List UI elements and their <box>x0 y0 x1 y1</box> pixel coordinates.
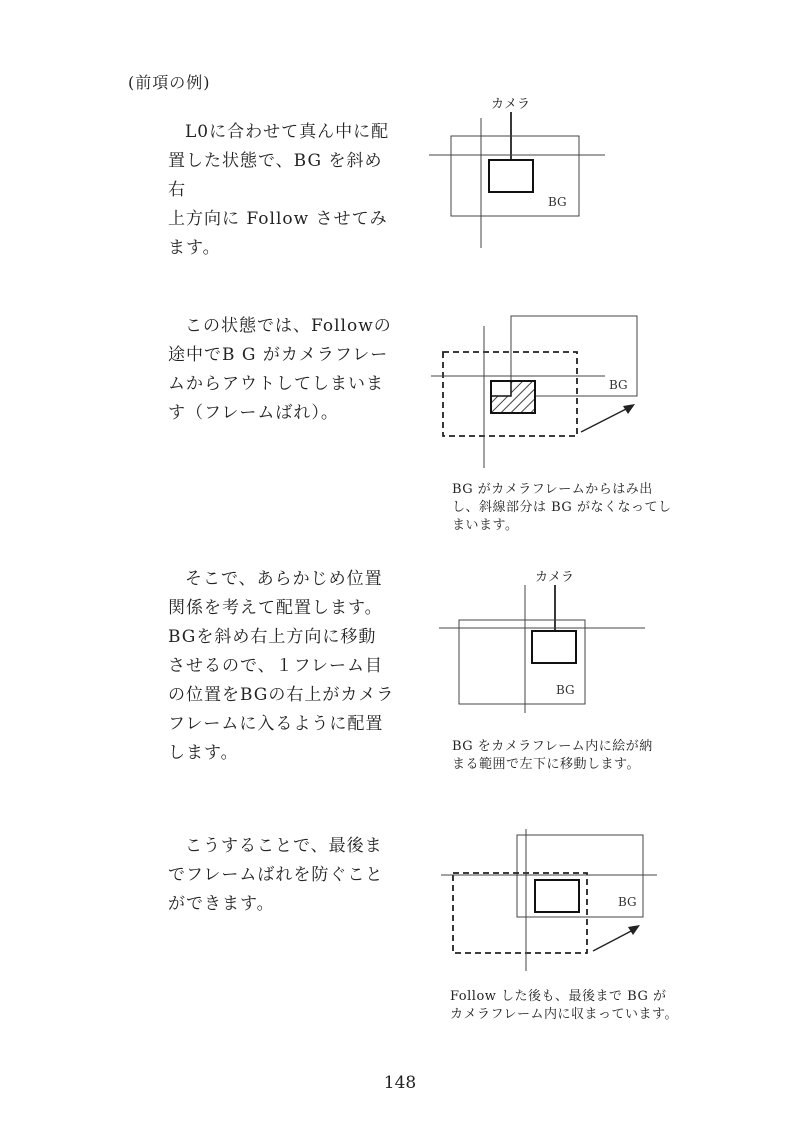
caption-2 <box>452 481 671 535</box>
bg-label: BG <box>609 378 628 392</box>
text-line: この状態では、Followの <box>185 316 392 336</box>
bg-label: BG <box>548 195 567 209</box>
text-line: す（フレームばれ）。 <box>168 403 339 423</box>
motion-arrow-line <box>593 929 635 951</box>
text-line: 置した状態で、BG を斜め右 <box>168 151 383 200</box>
text-line: 関係を考えて配置します。 <box>168 598 383 618</box>
body-paragraph-2 <box>168 312 400 428</box>
text-line: の位置をBGの右上がカメラ <box>168 685 395 705</box>
text-line: そこで、あらかじめ位置 <box>185 569 383 589</box>
camera-frame <box>532 631 576 663</box>
caption-line: BG をカメラフレーム内に絵が納 <box>452 739 653 754</box>
body-paragraph-4 <box>168 832 400 919</box>
caption-line: まいます。 <box>452 518 519 533</box>
text-line: させるので、１フレーム目 <box>168 656 383 676</box>
bg-label: BG <box>556 683 575 697</box>
arrow-head-icon <box>628 925 640 935</box>
caption-3 <box>452 738 653 774</box>
text-line: 途中でB G がカメラフレー <box>168 345 389 365</box>
caption-line: まる範囲で左下に移動します。 <box>452 757 640 772</box>
camera-frame <box>489 160 533 192</box>
diagram-centered-bg <box>425 90 625 250</box>
text-line: BGを斜め右上方向に移動 <box>168 627 377 647</box>
text-line: L0に合わせて真ん中に配 <box>185 122 390 142</box>
text-line: でフレームばれを防ぐこと <box>168 865 384 885</box>
text-line: 上方向に Follow させてみ <box>168 209 388 229</box>
caption-4 <box>450 988 678 1024</box>
text-line: フレームに入るように配置 <box>168 714 384 734</box>
camera-label: カメラ <box>535 570 575 585</box>
motion-arrow-line <box>581 407 630 432</box>
diagram-prepositioned-bg <box>435 565 655 715</box>
camera-frame <box>535 880 579 912</box>
diagram-frame-out <box>425 310 645 470</box>
text-line: します。 <box>168 743 239 763</box>
section-heading: (前項の例) <box>128 73 211 92</box>
bg-label: BG <box>618 895 637 909</box>
body-paragraph-1 <box>168 118 400 263</box>
caption-line: Follow した後も、最後まで BG が <box>450 989 667 1004</box>
text-line: ムからアウトしてしまいま <box>168 374 384 394</box>
caption-line: BG がカメラフレームからはみ出 <box>452 482 653 497</box>
text-line: こうすることで、最後ま <box>185 836 383 856</box>
camera-label: カメラ <box>491 97 531 112</box>
text-line: ます。 <box>168 238 221 258</box>
caption-line: カメラフレーム内に収まっています。 <box>450 1007 678 1022</box>
text-line: ができます。 <box>168 894 275 914</box>
caption-line: し、斜線部分は BG がなくなってし <box>452 500 672 515</box>
page-number: 148 <box>383 1073 417 1093</box>
diagram-no-frame-out <box>435 825 665 975</box>
body-paragraph-3 <box>168 565 400 768</box>
